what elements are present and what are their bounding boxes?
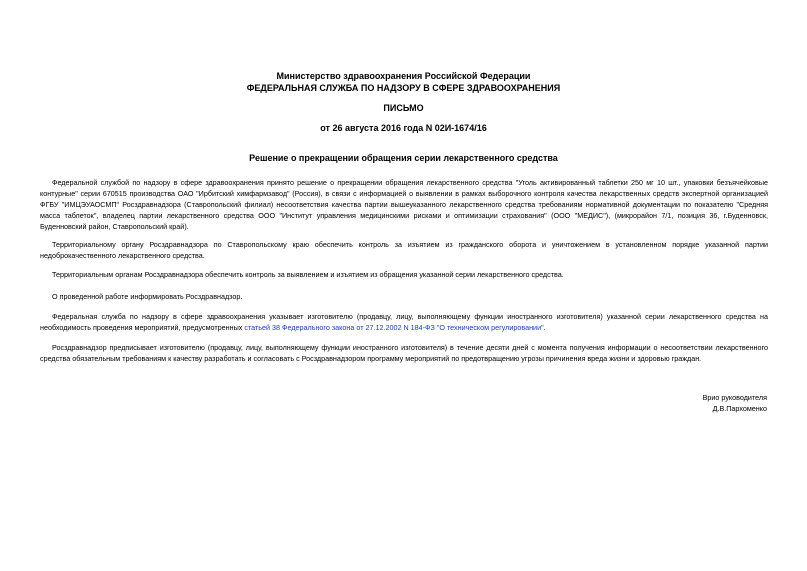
signatory-name: Д.В.Пархоменко bbox=[712, 404, 767, 413]
document-subject: Решение о прекращении обращения серии лекарственного средства bbox=[249, 153, 558, 163]
paragraph-5-text-end: . bbox=[543, 323, 546, 332]
ministry-name: Министерство здравоохранения Российской Федерации bbox=[276, 71, 531, 81]
signatory-title: Врио руководителя bbox=[702, 393, 767, 402]
service-name: ФЕДЕРАЛЬНАЯ СЛУЖБА ПО НАДЗОРУ В СФЕРЕ ЗДРАВООХРАНЕНИЯ bbox=[246, 83, 561, 93]
paragraph-5-text-start: Федеральная служба по надзору в сфере здравоохранения указывает изготовителю (продавцу, лицу, выполняющему функции иностранного изготовителя) указанной серии лекарственного средства на необходимость проведения мероприятий, предусмотренных bbox=[40, 312, 768, 332]
paragraph-2-text: Территориальному органу Росздравнадзора по Ставропольскому краю обеспечить контроль за изъятием из гражданского оборота и уничтожением в установленном порядке указанной партии недоброкачественного лекарственного средства. bbox=[40, 240, 768, 260]
paragraph-4 bbox=[40, 291, 768, 302]
paragraph-5-text bbox=[40, 311, 768, 333]
document-date-number: от 26 августа 2016 года N 02И-1674/16 bbox=[320, 123, 487, 133]
paragraph-3-text: Территориальным органам Росздравнадзора обеспечить контроль за выявлением и изъятием из обращения указанной серии лекарственного средства. bbox=[52, 270, 564, 279]
paragraph-4-text: О проведенной работе информировать Росздравнадзор. bbox=[52, 292, 243, 301]
paragraph-1 bbox=[40, 177, 768, 232]
paragraph-2 bbox=[40, 239, 768, 261]
law-reference-link[interactable]: статьей 38 Федерального закона от 27.12.2002 N 184-ФЗ "О техническом регулировании" bbox=[244, 323, 544, 332]
paragraph-5 bbox=[40, 311, 768, 333]
paragraph-3 bbox=[40, 269, 768, 280]
paragraph-6 bbox=[40, 342, 768, 364]
document-type: ПИСЬМО bbox=[383, 103, 424, 113]
paragraph-1-text: Федеральной службой по надзору в сфере здравоохранения принято решение о прекращении обращения лекарственного средства "Уголь активированный таблетки 250 мг 10 шт., упаковки безъячейковые контурные" серии 670515 производства ОАО "Ирбитский химфармзавод" (Россия), в связи с информацией о выявлении в рамках выборочного контроля качества лекарственных средств экспертной организацией ФГБУ "ИМЦЭУАОСМП" Росздравнадзора (Ставропольский филиал) несоответствия качества партии вышеуказанного лекарственного средства требованиям нормативной документации по показателю "Средняя масса таблеток", владелец партии лекарственного средства ООО "Институт управления медицинскими рисками и оптимизации страхования" (ООО "МЕДИС"), (микрорайон 7/1, позиция 36, г.Буденновск, Буденновский район, Ставропольский край). bbox=[40, 178, 768, 231]
paragraph-6-text: Росздравнадзор предписывает изготовителю (продавцу, лицу, выполняющему функции иностранного изготовителя) в течение десяти дней с момента получения информации о несоответствии лекарственного средства обязательным требованиям к качеству разработать и согласовать с Росздравнадзором программу мероприятий по предотвращению угрозы причинения вреда жизни и здоровью граждан. bbox=[40, 343, 768, 363]
